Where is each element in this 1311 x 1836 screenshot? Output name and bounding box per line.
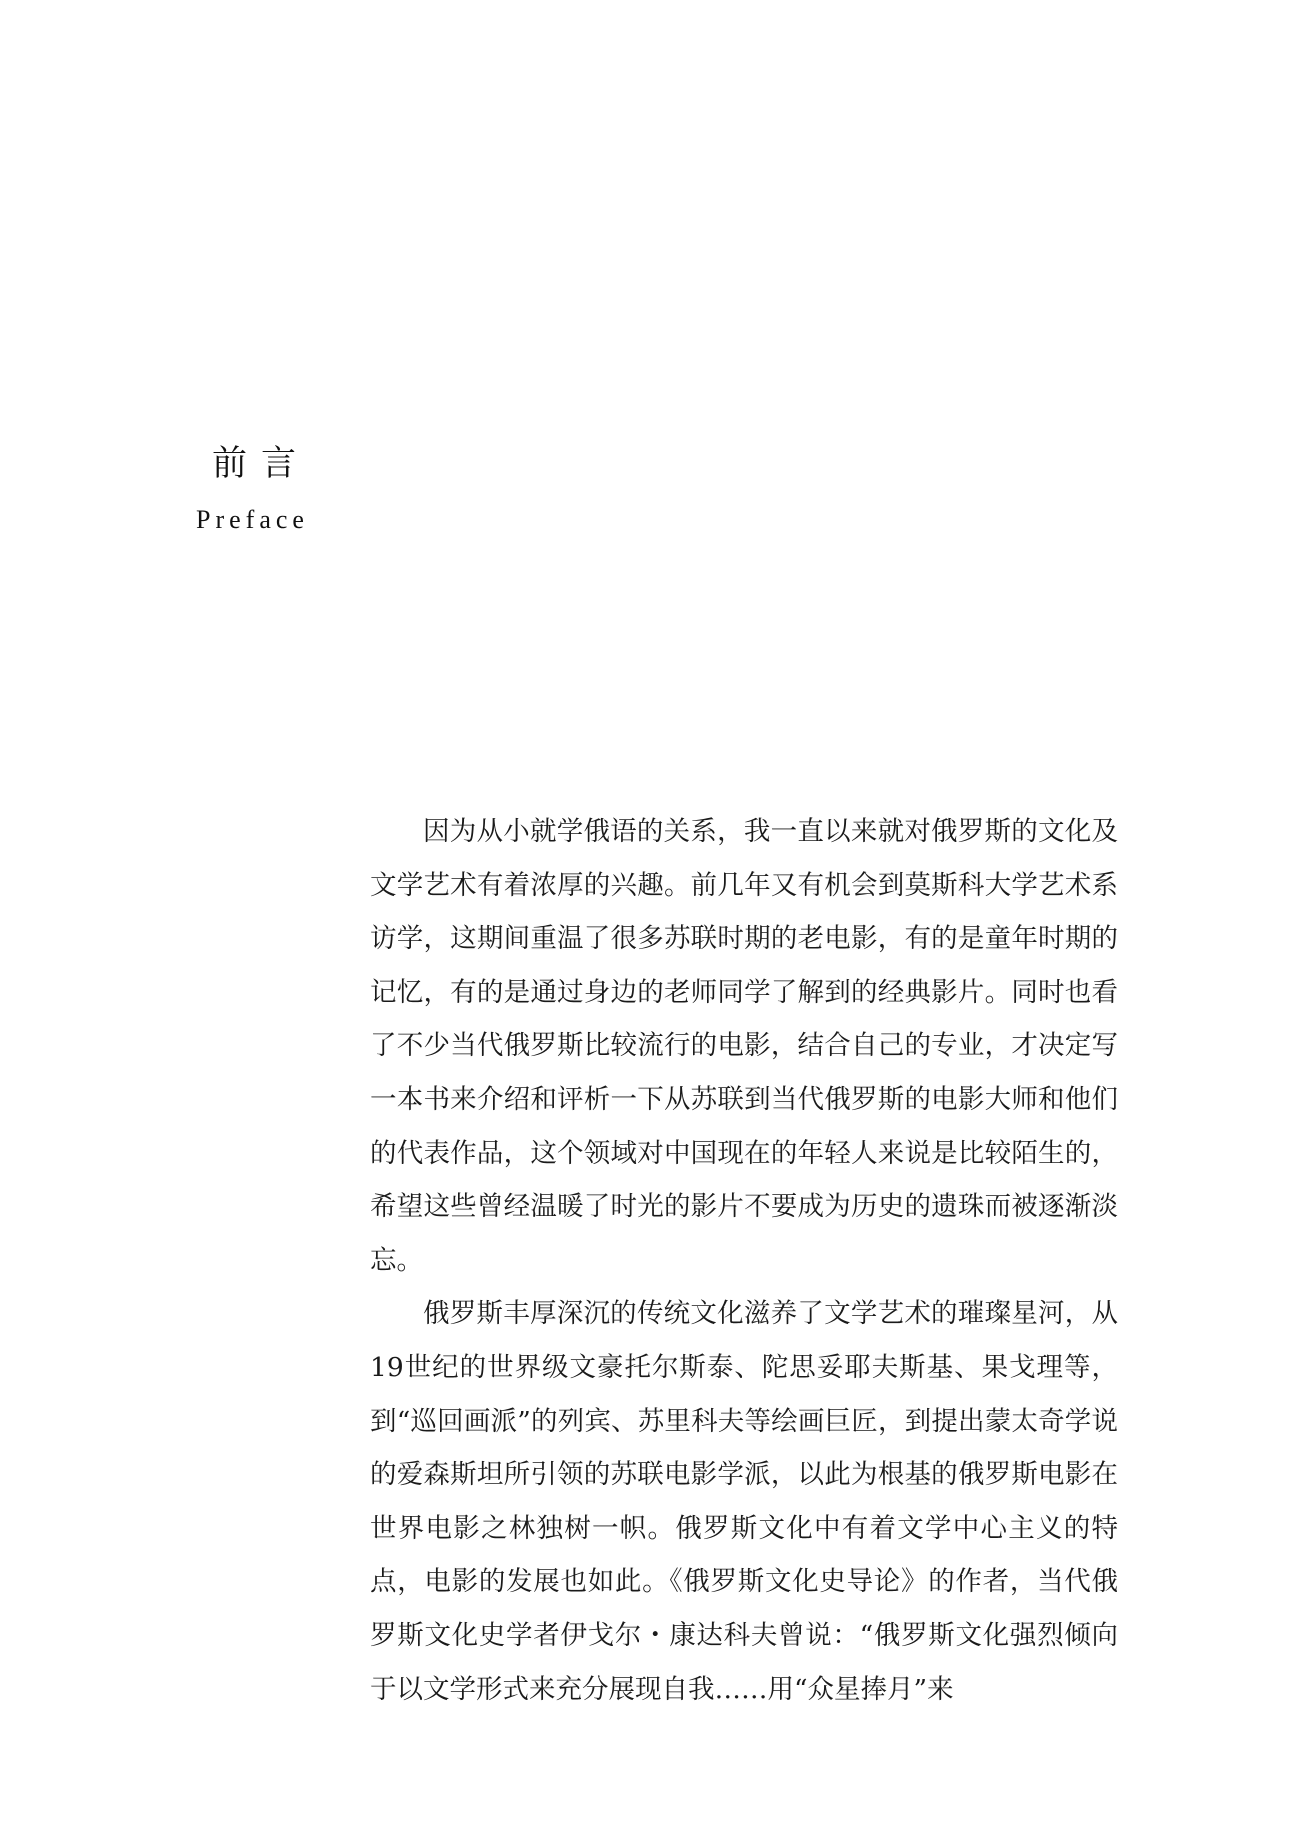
paragraph-2: 俄罗斯丰厚深沉的传统文化滋养了文学艺术的璀璨星河，从19世纪的世界级文豪托尔斯泰、陀思妥耶夫斯基、果戈理等，到“巡回画派”的列宾、苏里科夫等绘画巨匠，到提出蒙太奇学说的爱森斯坦所引领的苏联电影学派，以此为根基的俄罗斯电影在世界电影之林独树一帜。俄罗斯文化中有着文学中心主义的特点，电影的发展也如此。《俄罗斯文化史导论》的作者，当代俄罗斯文化史学者伊戈尔・康达科夫曾说：“俄罗斯文化强烈倾向于以文学形式来充分展现自我……用“众星捧月”来 bbox=[370, 1298, 1118, 1705]
preface-title-chinese: 前言 bbox=[212, 444, 311, 484]
paragraph-1: 因为从小就学俄语的关系，我一直以来就对俄罗斯的文化及文学艺术有着浓厚的兴趣。前几年又有机会到莫斯科大学艺术系访学，这期间重温了很多苏联时期的老电影，有的是童年时期的记忆，有的是通过身边的老师同学了解到的经典影片。同时也看了不少当代俄罗斯比较流行的电影，结合自己的专业，才决定写一本书来介绍和评析一下从苏联到当代俄罗斯的电影大师和他们的代表作品，这个领域对中国现在的年轻人来说是比较陌生的，希望这些曾经温暖了时光的影片不要成为历史的遗珠而被逐渐淡忘。 bbox=[370, 816, 1118, 1276]
preface-body bbox=[370, 805, 1118, 1716]
preface-title-english: Preface bbox=[196, 505, 309, 534]
preface-heading bbox=[196, 442, 376, 537]
